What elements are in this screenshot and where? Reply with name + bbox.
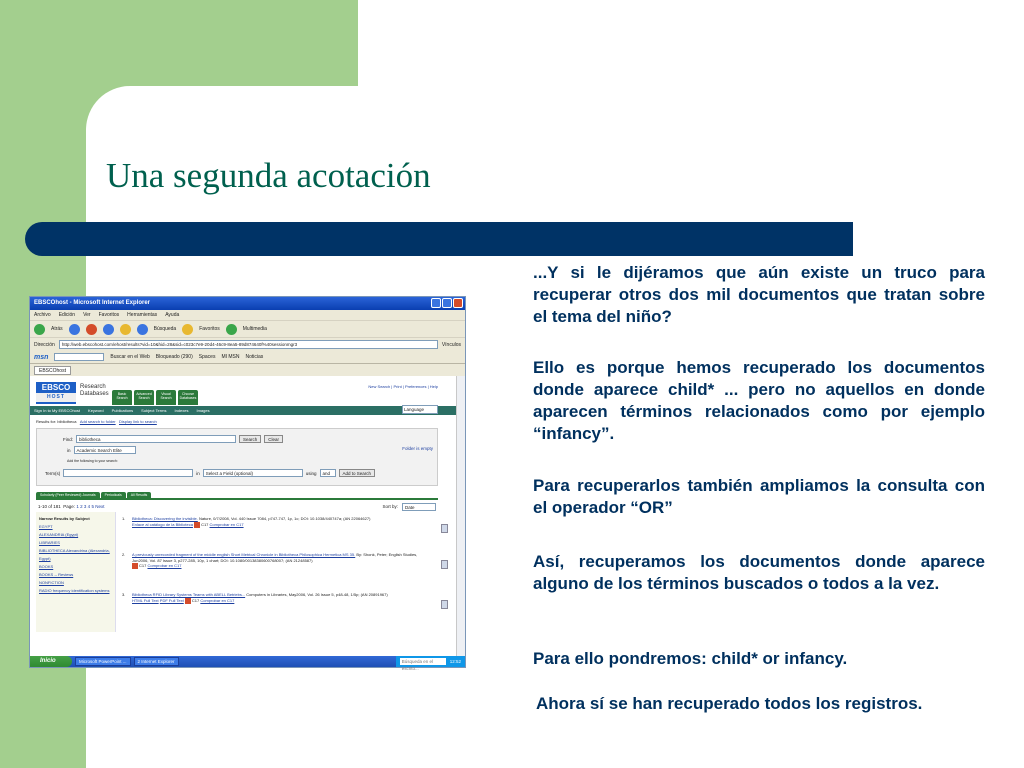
links-label[interactable]: Vínculos xyxy=(441,341,461,348)
bar-subject-terms[interactable]: Subject Terms xyxy=(141,408,167,413)
msn-toolbar xyxy=(30,351,465,364)
clear-button[interactable]: Clear xyxy=(264,435,283,443)
page-next[interactable]: Next xyxy=(95,503,105,509)
results-area xyxy=(36,512,438,632)
browser-screenshot xyxy=(29,296,466,671)
taskbar-search[interactable]: Búsqueda en el escrito... xyxy=(400,658,446,665)
terms-input[interactable] xyxy=(63,469,193,477)
record-c17-link[interactable]: Comprobar en C17 xyxy=(209,521,244,527)
record-meta: Nature, 0/7/2008, Vol. 440 Issue 7084, p747-747, 1p, 1c; DOI: 10.1038/440747a; (AN 22064627) xyxy=(198,516,371,521)
tab-basic-search[interactable]: Basic Search xyxy=(112,390,132,405)
add-row-label: Add the following to your search: xyxy=(67,459,118,463)
ebsco-logo[interactable] xyxy=(36,382,76,404)
document-icon[interactable] xyxy=(441,600,448,609)
language-select[interactable]: Language xyxy=(402,405,438,414)
page-5[interactable]: 5 xyxy=(91,503,94,509)
clock: 12:52 xyxy=(449,659,461,664)
tab-visual-search[interactable]: Visual Search xyxy=(156,390,176,405)
paragraph-conclusion: Ahora sí se han recuperado todos los registros. xyxy=(536,694,923,713)
paragraph-query: Para ello pondremos: child* or infancy. xyxy=(533,649,848,668)
narrow-item[interactable]: RADIO frequency identification systems xyxy=(39,588,110,593)
database-select[interactable]: Academic Search Elite xyxy=(74,446,136,454)
search-icon[interactable] xyxy=(137,324,148,335)
browser-toolbar xyxy=(30,320,465,338)
bar-images[interactable]: Images xyxy=(196,408,210,413)
ebsco-green-bar xyxy=(30,406,456,415)
maximize-icon[interactable] xyxy=(442,298,452,308)
c17-label[interactable]: C17 xyxy=(191,597,200,603)
record-meta: By: Shonk, Peter; English Studies, Jun2006, Vol. 87 Issue 3, p277-285, 10p, 1 chart; DOI: 10.1080/00138380600768007; (AN 21248587) xyxy=(132,552,418,563)
c17-icon[interactable] xyxy=(132,563,138,569)
narrow-item[interactable]: BIBLIOTHECA Alexandrina (Alexandria, Egypt) xyxy=(39,548,110,561)
search-label[interactable]: Búsqueda xyxy=(153,326,177,332)
research-databases-label: Research Databases xyxy=(80,384,109,397)
favorites-bar xyxy=(30,364,465,376)
window-title: EBSCOhost - Microsoft Internet Explorer xyxy=(34,300,151,306)
title-underline-band xyxy=(25,222,853,256)
find-input[interactable]: bibliotheca xyxy=(76,435,236,443)
multimedia-icon[interactable] xyxy=(226,324,237,335)
record-number: 3. xyxy=(122,592,126,597)
narrow-header: Narrow Results by Subject xyxy=(39,516,90,521)
result-record xyxy=(122,516,422,528)
forward-icon[interactable] xyxy=(69,324,80,335)
menu-edicion[interactable]: Edición xyxy=(58,312,76,318)
back-label[interactable]: Atrás xyxy=(51,326,63,332)
address-input[interactable]: http://web.ebscohost.com/ehost/results?vid=10&hid=28&sid=c023c7e9-20d4-46c9-8ea5-89d874640f%40sessionmgr3 xyxy=(59,340,438,349)
tab-all-results[interactable]: All Results xyxy=(127,492,152,498)
record-library-link[interactable]: Enlace al catálogo de la Biblioteca xyxy=(132,521,193,527)
c17-label[interactable]: C17 xyxy=(201,521,209,527)
menu-archivo[interactable]: Archivo xyxy=(34,312,51,318)
paragraph-result: Así, recuperamos los documentos donde aparece alguno de los términos buscados o todos a la vez. xyxy=(533,552,985,593)
c17-icon[interactable] xyxy=(194,522,200,528)
pdf-full-text-link[interactable]: PDF Full Text xyxy=(159,597,184,603)
terms-label: Term(s) xyxy=(45,470,61,476)
windows-taskbar xyxy=(30,656,465,671)
narrow-item[interactable]: NONFICTION xyxy=(39,580,64,585)
favorites-icon[interactable] xyxy=(182,324,193,335)
menu-ayuda[interactable]: Ayuda xyxy=(165,312,180,318)
paragraph-or-operator: Para recuperarlos también ampliamos la consulta con el operador “OR” xyxy=(533,476,985,517)
narrow-results-panel xyxy=(36,512,116,632)
results-for-label: Results for: xyxy=(36,419,57,424)
record-title[interactable]: Bibliotheca: Discovering the invisible. xyxy=(132,516,198,521)
using-label: using xyxy=(305,470,317,476)
msn-search-input[interactable] xyxy=(54,353,104,361)
tab-choose-databases[interactable]: Choose Databases xyxy=(178,390,198,405)
start-button[interactable]: Inicio xyxy=(30,656,72,667)
document-icon[interactable] xyxy=(441,560,448,569)
ebsco-nav-tabs xyxy=(112,390,198,405)
sort-label: Sort by: xyxy=(382,503,398,509)
msn-mimsn[interactable]: MI MSN xyxy=(221,354,240,360)
msn-news[interactable]: Noticias xyxy=(245,354,264,360)
narrow-item[interactable]: EGYPT xyxy=(39,524,53,529)
sort-select[interactable]: Date xyxy=(402,503,436,511)
c17-icon[interactable] xyxy=(185,598,191,604)
window-title-bar xyxy=(30,297,465,310)
menu-ver[interactable]: Ver xyxy=(83,312,91,318)
tab-ebscohost[interactable]: EBSCOhost xyxy=(34,366,71,375)
narrow-item[interactable]: BOOKS -- Reviews xyxy=(39,572,74,577)
vertical-scrollbar[interactable] xyxy=(456,376,465,656)
msn-spaces[interactable]: Spaces xyxy=(198,354,216,360)
result-record xyxy=(122,592,422,604)
record-meta: Computers in Libraries, May2006, Vol. 26 Issue 5, p48-48, 1/5p; (AN 20891967) xyxy=(246,592,388,597)
search-button[interactable]: Search xyxy=(239,435,261,443)
paragraph-explanation: Ello es porque hemos recuperado los documentos donde aparece child* ... pero no aquellos en donde aparecen términos relacionados como por ejemplo “infancy”. xyxy=(533,358,985,443)
menu-herramientas[interactable]: Herramientas xyxy=(127,312,158,318)
paragraph-intro: ...Y si le dijéramos que aún existe un truco para recuperar otros dos mil documentos que tratan sobre el tema del niño? xyxy=(533,263,985,326)
msn-blocked[interactable]: Bloqueado (290) xyxy=(155,354,193,360)
record-number: 2. xyxy=(122,552,126,557)
address-label: Dirección xyxy=(34,341,55,348)
in-label-2: in xyxy=(196,470,200,476)
record-c17-link[interactable]: Comprobar en C17 xyxy=(200,597,235,603)
add-search-folder[interactable]: Add search to folder xyxy=(79,419,116,424)
narrow-item[interactable]: LIBRARIES xyxy=(39,540,60,545)
back-icon[interactable] xyxy=(34,324,45,335)
ebsco-logo-host: HOST xyxy=(36,393,76,402)
page-3[interactable]: 3 xyxy=(83,503,87,509)
bar-keyword[interactable]: Keyword xyxy=(88,408,104,413)
address-bar xyxy=(30,338,465,351)
system-tray xyxy=(396,656,465,671)
page-1[interactable]: 1 xyxy=(76,503,79,509)
ebsco-top-links[interactable]: New Search | Print | Preferences | Help xyxy=(368,384,438,389)
multimedia-label[interactable]: Multimedia xyxy=(242,326,267,332)
find-label: Find: xyxy=(63,436,74,442)
search-panel xyxy=(36,428,438,486)
close-icon[interactable] xyxy=(453,298,463,308)
stop-icon[interactable] xyxy=(86,324,97,335)
slide-title: Una segunda acotación xyxy=(106,156,431,195)
in-label: in xyxy=(67,447,71,453)
page-label: Page: xyxy=(63,503,76,509)
page-2[interactable]: 2 xyxy=(80,503,83,509)
tab-scholarly[interactable]: Scholarly (Peer Reviewed) Journals xyxy=(36,492,100,498)
folder-empty-note[interactable]: Folder is empty xyxy=(402,446,433,451)
msn-search-web[interactable]: Buscar en el Web xyxy=(110,354,150,360)
home-icon[interactable] xyxy=(120,324,131,335)
taskbar-item-powerpoint[interactable]: Microsoft PowerPoint ... xyxy=(75,657,131,666)
refresh-icon[interactable] xyxy=(103,324,114,335)
results-for-value: bibliotheca xyxy=(57,419,77,424)
results-for xyxy=(30,415,456,428)
field-select[interactable]: Select a Field (optional) xyxy=(203,469,303,477)
page-info: 1-10 of 181 xyxy=(38,503,61,509)
favorites-label[interactable]: Favoritos xyxy=(199,326,220,332)
add-to-search-button[interactable]: Add to Search xyxy=(339,469,376,477)
results-pagination-bar xyxy=(36,498,438,512)
record-title[interactable]: A previously unrecorded fragment of the middle english Short Metrical Chronicle in Bibliotheca Philosophica Hermetica MS 35. xyxy=(132,552,356,557)
narrow-item[interactable]: BOOKS xyxy=(39,564,54,569)
document-icon[interactable] xyxy=(441,524,448,533)
menu-bar xyxy=(30,310,465,320)
bar-publications[interactable]: Publications xyxy=(111,408,134,413)
record-title[interactable]: Bibliotheca RFID Library Systems Teams with ABELL Betriebs... xyxy=(132,592,246,597)
html-full-text-link[interactable]: HTML Full Text xyxy=(132,597,159,603)
msn-logo: msn xyxy=(34,353,49,361)
result-record xyxy=(122,552,422,569)
sign-in-link[interactable]: Sign In to My EBSCOhost xyxy=(34,408,81,413)
narrow-item[interactable]: ALEXANDRIA (Egypt) xyxy=(39,532,79,537)
page-4[interactable]: 4 xyxy=(87,503,91,509)
minimize-icon[interactable] xyxy=(431,298,441,308)
tab-periodicals[interactable]: Periodicals xyxy=(101,492,126,498)
ebsco-logo-text: EBSCO xyxy=(41,383,71,392)
taskbar-item-ie[interactable]: 2 Internet Explorer xyxy=(134,657,179,666)
c17-label[interactable]: C17 xyxy=(139,563,147,569)
tab-advanced-search[interactable]: Advanced Search xyxy=(134,390,154,405)
record-c17-link[interactable]: Comprobar en C17 xyxy=(147,563,182,569)
record-number: 1. xyxy=(122,516,126,521)
menu-favoritos[interactable]: Favoritos xyxy=(98,312,120,318)
bar-indexes[interactable]: Indexes xyxy=(174,408,189,413)
ebsco-header xyxy=(30,376,456,406)
display-link[interactable]: Display link to search xyxy=(118,419,157,424)
ebsco-page xyxy=(30,376,456,656)
boolean-select[interactable]: and xyxy=(320,469,336,477)
